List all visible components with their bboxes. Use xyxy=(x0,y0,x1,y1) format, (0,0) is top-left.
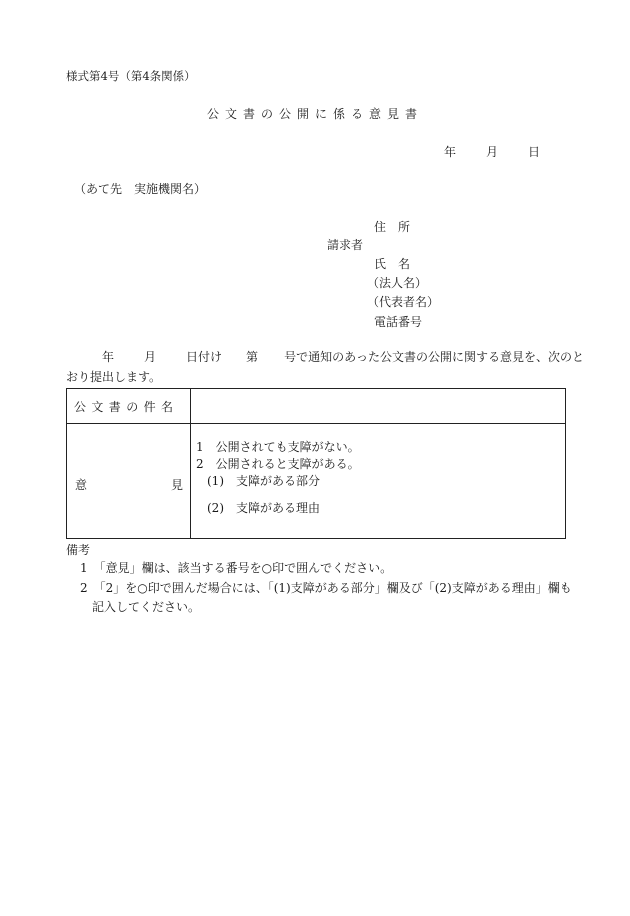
doc-name-label: 公文書の件名 xyxy=(74,400,179,414)
opinion-label xyxy=(75,476,183,493)
notes-heading: 備考 xyxy=(66,543,91,557)
document-title: 公文書の公開に係る意見書 xyxy=(206,107,423,121)
body-year: 年 xyxy=(102,350,115,364)
date-line xyxy=(414,146,540,158)
opinion-table xyxy=(66,388,566,539)
note-item-1: 1 「意見」欄は、該当する番号を○印で囲んでください。 xyxy=(80,561,393,575)
note-item-2: 2 「2」を○印で囲んだ場合には、「(1)支障がある部分」欄及び「(2)支障がある理由」欄も xyxy=(80,581,572,595)
requester-address-label: 住 所 xyxy=(374,220,411,234)
requester-corp-label: （法人名） xyxy=(367,276,428,290)
requester-rep-label: （代表者名） xyxy=(367,295,440,309)
opinion-label-left: 意 xyxy=(75,478,88,492)
addressee: （あて先 実施機関名） xyxy=(74,182,207,196)
body-dated: 日付け xyxy=(186,350,223,364)
note-item-2-continued: 記入してください。 xyxy=(92,600,201,614)
table-divider xyxy=(190,389,191,538)
body-paragraph-line2: おり提出します。 xyxy=(66,370,162,384)
date-year: 年 xyxy=(443,145,456,159)
body-text-rest: 号で通知のあった公文書の公開に関する意見を、次のと xyxy=(284,350,584,364)
form-number: 様式第4号（第4条関係） xyxy=(66,69,196,83)
date-month: 月 xyxy=(485,145,498,159)
requester-name-label: 氏 名 xyxy=(374,257,411,271)
opinion-option-2: 2 公開されると支障がある。 xyxy=(196,457,360,471)
opinion-option-2-2: (2) 支障がある理由 xyxy=(207,501,320,515)
body-month: 月 xyxy=(144,350,157,364)
requester-phone-label: 電話番号 xyxy=(374,315,423,329)
body-paragraph-line1 xyxy=(102,351,584,363)
body-number-prefix: 第 xyxy=(246,350,259,364)
opinion-option-2-1: (1) 支障がある部分 xyxy=(207,474,320,488)
requester-label: 請求者 xyxy=(327,238,364,252)
opinion-option-1: 1 公開されても支障がない。 xyxy=(196,440,360,454)
opinion-label-right: 見 xyxy=(170,478,183,492)
date-day: 日 xyxy=(527,145,540,159)
